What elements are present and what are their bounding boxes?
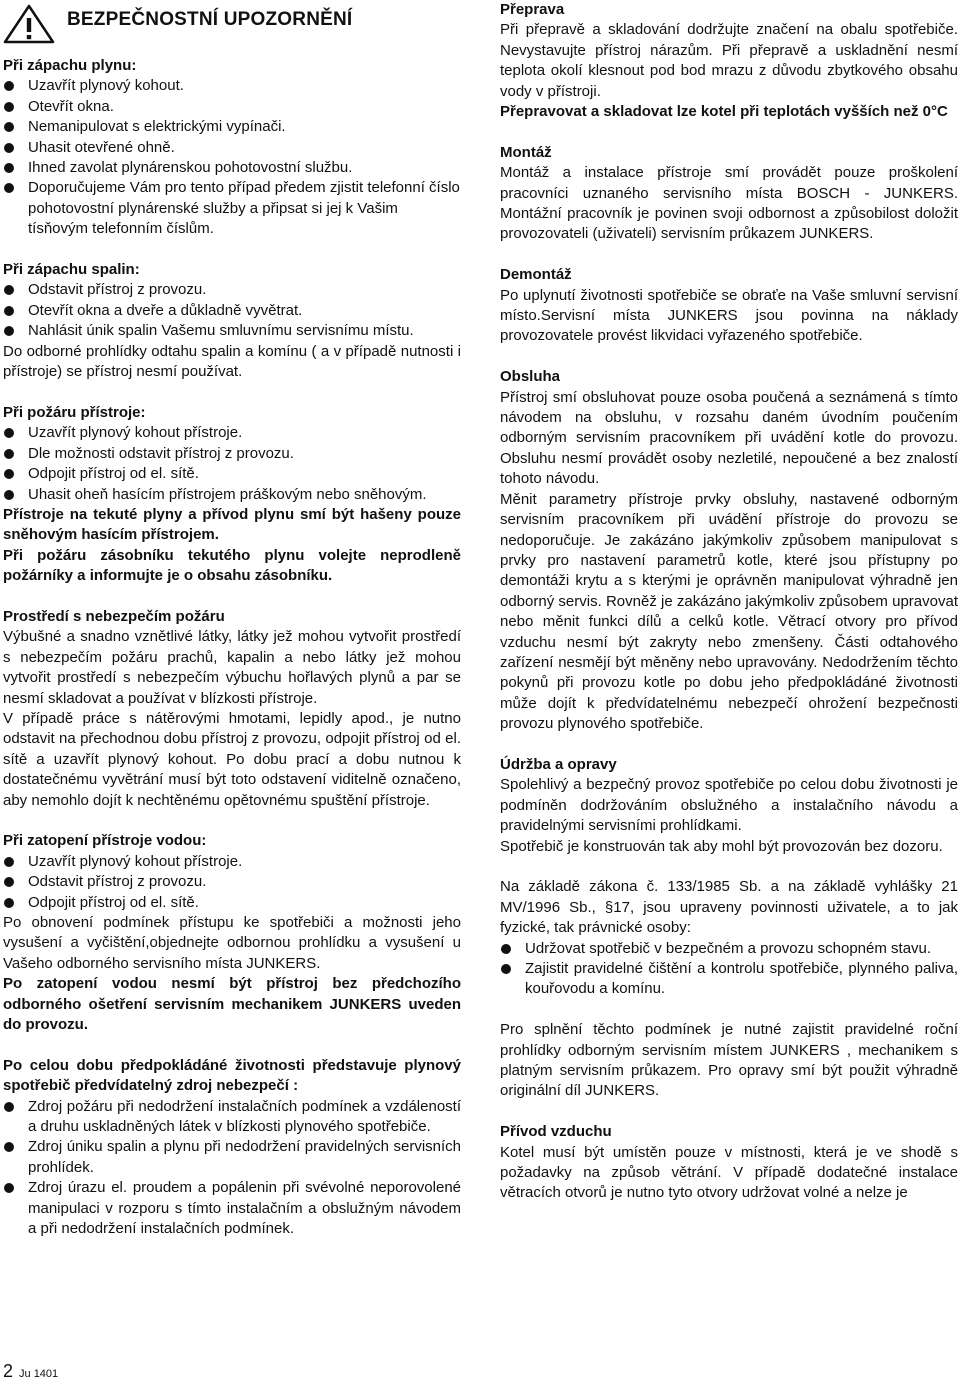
paragraph: Kotel musí být umístěn pouze v místnosti, která je ve shodě s požadavky na způsob větrání. V případě dodatečné instalace větracích otvorů je nutno tyto otvory udržovat volné a nelze je — [500, 1143, 958, 1202]
list-item: Ihned zavolat plynárenskou pohotovostní službu. — [3, 158, 461, 178]
bullet-icon — [4, 143, 14, 153]
paragraph: Do odborné prohlídky odtahu spalin a komínu ( a v případě nutnosti i přístroje) se přístroj nesmí používat. — [3, 342, 461, 381]
section-heading-lifetime: Po celou dobu předpokládáné životnosti představuje plynový spotřebič předvídatelný zdroj nebezpečí : — [3, 1056, 461, 1095]
list-item: Odstavit přístroj z provozu. — [3, 872, 461, 892]
bullet-icon — [4, 857, 14, 867]
bullet-icon — [4, 877, 14, 887]
bold-paragraph: Přístroje na tekuté plyny a přívod plynu smí být hašeny pouze sněhovým hasícím přístrojem. — [3, 505, 461, 544]
bullet-icon — [4, 1183, 14, 1193]
list-item: Nemanipulovat s elektrickými vypínači. — [3, 117, 461, 137]
list-item: Uzavřít plynový kohout přístroje. — [3, 423, 461, 443]
list-item: Uzavřít plynový kohout přístroje. — [3, 852, 461, 872]
paragraph: Po uplynutí životnosti spotřebiče se obraťe na Vaše smluvní servisní místo.Servisní místa JUNKERS jsou povinna na náklady provozovatele provést likvidaci vyřazeného spotřebiče. — [500, 286, 958, 345]
page-number: 2 — [3, 1361, 14, 1381]
section-heading-transport: Přeprava — [500, 1, 565, 18]
section-heading-installation: Montáž — [500, 143, 552, 161]
warning-triangle-icon — [3, 4, 55, 44]
section-heading-fire: Při požáru přístroje: — [3, 403, 146, 421]
paragraph: Na základě zákona č. 133/1985 Sb. a na základě vyhlášky 21 MV/1996 Sb., §17, jsou upraveny povinnosti uživatele, a to jak fyzické, tak právnické osoby: — [500, 878, 958, 937]
bullet-icon — [4, 428, 14, 438]
list-item: Odpojit přístroj od el. sítě. — [3, 893, 461, 913]
section-heading-flood: Při zatopení přístroje vodou: — [3, 832, 207, 850]
list-item: Uhasit otevřené ohně. — [3, 138, 461, 158]
bullet-icon — [4, 306, 14, 316]
section-heading-gas: Při zápachu plynu: — [3, 57, 137, 74]
section-heading-operation: Obsluha — [500, 368, 561, 386]
bullet-icon — [4, 163, 14, 173]
page-footer — [3, 1361, 58, 1382]
paragraph: Pro splnění těchto podmínek je nutné zajistit pravidelné roční prohlídky odborným servisním místem JUNKERS , mechanikem s platným servisním průkazem. Pro opravy smí být použit výhradně originální díl JUNKERS. — [500, 1021, 958, 1100]
section-heading-dismantling: Demontáž — [500, 266, 572, 284]
paragraph: Měnit parametry přístroje prvky obsluhy, nastavené odborným servisním pracovníkem při uvádění přístroje do provozu se nedoporučuje. Je zakázáno jakýmkoliv způsobem manipulovat s prvky pro nastavení parametrů kotle, které jsou přístupny po demontáži krytu a s kterými je oprávněn manipulovat výhradně jen odborný servis. Rovněž je zakázáno jakýmkoliv způsobem upravovat nebo měnit funkci dílů a celků kotle. Větrací otvory pro přívod vzduchu nesmí být zakryty nebo zmenšeny. Části odtahového zařízení nesmějí být měněny nebo upravovány. Nedodržením těchto pokynů při provozu kotle po dobu jeho předpokládáné životnosti může dojít k předvídatelnému nebezpečí ohrožení bezpečnosti provozu plynového spotřebiče. — [500, 490, 958, 733]
safety-header — [3, 4, 461, 44]
right-column — [500, 0, 958, 1204]
list-item: Udržovat spotřebič v bezpečném a provozu schopném stavu. — [500, 939, 958, 959]
list-item: Otevřít okna a dveře a důkladně vyvětrat. — [3, 301, 461, 321]
list-item: Doporučujeme Vám pro tento případ předem zjistit telefonní číslo pohotovostní plynárenské služby a připsat si jej k Vašim tísňovým telefonním číslům. — [3, 178, 461, 239]
bullet-icon — [501, 944, 511, 954]
list-item: Zajistit pravidelné čištění a kontrolu spotřebiče, plynného paliva, kouřovodu a komínu. — [500, 959, 958, 1000]
bullet-icon — [4, 1142, 14, 1152]
list-item: Odstavit přístroj z provozu. — [3, 280, 461, 300]
paragraph: Při přepravě a skladování dodržujte značení na obalu spotřebiče. Nevystavujte přístroj nárazům. Při přepravě a uskladnění nesmí teplota okolí klesnout pod bod mrazu z důvodu zbytkového obsahu vody v přístroji. — [500, 21, 958, 100]
list-item: Nahlásit únik spalin Vašemu smluvnímu servisnímu místu. — [3, 321, 461, 341]
bullet-icon — [4, 449, 14, 459]
bullet-icon — [4, 102, 14, 112]
paragraph: Spolehlivý a bezpečný provoz spotřebiče po celou dobu životnosti je podmíněn dodržováním obslužného a instalačního návodu a pravidelnými servisními prohlídkami. — [500, 776, 958, 835]
paragraph: Přístroj smí obsluhovat pouze osoba poučená a seznámená s tímto návodem na obsluhu, v rozsahu daném úvodním poučením odborným servisním pracovníkem při uvádění kotle do provozu. Obsluhu nesmí provádět osoby nezletilé, nepoučené a bez znalostí tohoto návodu. — [500, 388, 958, 488]
bullet-icon — [4, 326, 14, 336]
section-heading-maintenance: Údržba a opravy — [500, 755, 617, 773]
paragraph: Po obnovení podmínek přístupu ke spotřebiči a možnosti jeho vysušení a vyčištění,objednejte odbornou prohlídku a vysušení u Vašeho odborného servisního místa JUNKERS. — [3, 914, 461, 972]
list-item: Uhasit oheň hasícím přístrojem práškovým nebo sněhovým. — [3, 485, 461, 505]
section-heading-air-supply: Přívod vzduchu — [500, 1123, 612, 1141]
list-item: Odpojit přístroj od el. sítě. — [3, 464, 461, 484]
bullet-icon — [4, 898, 14, 908]
paragraph: V případě práce s nátěrovými hmotami, lepidly apod., je nutno odstavit na přechodnou dobu přístroj z provozu, odpojit přístroj od el. sítě a uzavřít plynový kohout. Po dobu prací a dobu nutnou k dostatečnému vyvětrání musí být toto odstavení viditelně označeno, aby nemohlo dojít k nechtěnému opětovnému spuštění přístroje. — [3, 709, 461, 809]
list-item: Zdroj úrazu el. proudem a popálenin při svévolné neporovolené manipulaci v rozporu s tímto instalačním a obslužným návodem a při nedodržení instalačních podmínek. — [3, 1178, 461, 1239]
list-item: Zdroj úniku spalin a plynu při nedodržení pravidelných servisních prohlídek. — [3, 1137, 461, 1178]
section-heading-flue: Při zápachu spalin: — [3, 261, 140, 279]
paragraph: Montáž a instalace přístroje smí provádět pouze proškolení pracovníci uznaného servisního místa BOSCH - JUNKERS. Montážní pracovník je povinen svoji odbornost a způsobilost doložit provozovateli (uživateli) servisním průkazem JUNKERS. — [500, 164, 958, 243]
document-code: Ju 1401 — [19, 1368, 59, 1380]
bullet-icon — [4, 285, 14, 295]
bold-paragraph: Při požáru zásobníku tekutého plynu volejte neprodleně požárníky a informujte je o obsahu zásobníku. — [3, 546, 461, 585]
bullet-icon — [4, 1102, 14, 1112]
left-column — [3, 0, 461, 1239]
bold-paragraph: Přepravovat a skladovat lze kotel při teplotách vyšších než 0°C — [500, 103, 948, 121]
bullet-icon — [4, 122, 14, 132]
paragraph: Výbušné a snadno vznětlivé látky, látky jež mohou vytvořit prostředí s nebezpečím požáru prachů, kapalin a nebo látky jež mohou vytvořit prostředí s nebezpečím výbuchu hořlavých plynů a par se nesmí skladovat a používat v blízkosti přístroje. — [3, 628, 461, 707]
paragraph: Spotřebič je konstruován tak aby mohl být provozován bez dozoru. — [500, 837, 943, 855]
page-title: BEZPEČNOSTNÍ UPOZORNĚNÍ — [67, 9, 353, 30]
bullet-icon — [4, 469, 14, 479]
bold-paragraph: Po zatopení vodou nesmí být přístroj bez předchozího odborného ošetření servisním mechanikem JUNKERS uveden do provozu. — [3, 975, 461, 1034]
list-item: Dle možnosti odstavit přístroj z provozu. — [3, 444, 461, 464]
bullet-icon — [4, 81, 14, 91]
bullet-icon — [4, 490, 14, 500]
list-item: Zdroj požáru při nedodržení instalačních podmínek a vzdáleností a druhu uskladněných látek v blízkosti plynového spotřebiče. — [3, 1097, 461, 1138]
list-item: Otevřít okna. — [3, 97, 461, 117]
bullet-icon — [501, 964, 511, 974]
bullet-icon — [4, 183, 14, 193]
list-item: Uzavřít plynový kohout. — [3, 76, 461, 96]
section-heading-environment: Prostředí s nebezpečím požáru — [3, 607, 225, 625]
